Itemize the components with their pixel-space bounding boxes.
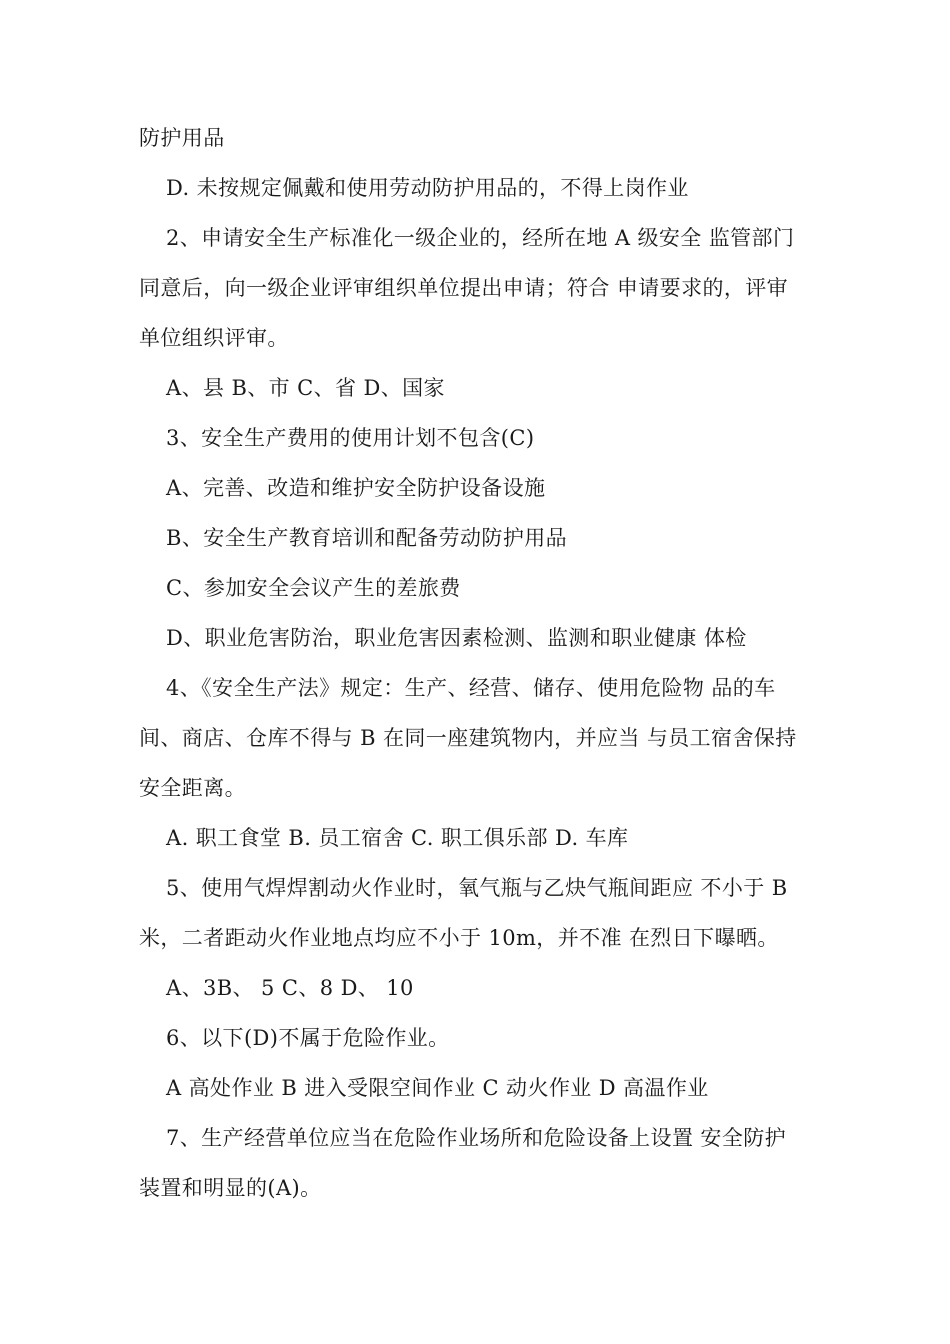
question-3-option-d: D、职业危害防治，职业危害因素检测、监测和职业健康 体检: [166, 626, 747, 650]
question-4-line-1: 4、《安全生产法》规定：生产、经营、储存、使用危险物 品的车: [166, 676, 776, 700]
question-3-option-b: B、安全生产教育培训和配备劳动防护用品: [166, 526, 568, 550]
question-4-line-2: 间、商店、仓库不得与 B 在同一座建筑物内，并应当 与员工宿舍保持: [139, 726, 797, 750]
text-line-1: 防护用品: [139, 126, 225, 150]
question-6-options: A 高处作业 B 进入受限空间作业 C 动火作业 D 高温作业: [166, 1076, 709, 1100]
question-2-line-2: 同意后，向一级企业评审组织单位提出申请；符合 申请要求的，评审: [139, 276, 789, 300]
question-2-line-3: 单位组织评审。: [139, 326, 289, 350]
question-3-option-c: C、参加安全会议产生的差旅费: [166, 576, 461, 600]
question-7-line-2: 装置和明显的(A)。: [139, 1176, 322, 1200]
question-5-line-1: 5、使用气焊焊割动火作业时，氧气瓶与乙炔气瓶间距应 不小于 B: [166, 876, 788, 900]
text-line-2: D. 未按规定佩戴和使用劳动防护用品的，不得上岗作业: [166, 176, 689, 200]
question-5-options: A、3B、 5 C、8 D、 10: [166, 976, 414, 1000]
question-6: 6、以下(D)不属于危险作业。: [166, 1026, 450, 1050]
question-7-line-1: 7、生产经营单位应当在危险作业场所和危险设备上设置 安全防护: [166, 1126, 787, 1150]
question-2-line-1: 2、申请安全生产标准化一级企业的，经所在地 A 级安全 监管部门: [166, 226, 795, 250]
question-2-options: A、县 B、市 C、省 D、国家: [166, 376, 445, 400]
question-4-line-3: 安全距离。: [139, 776, 246, 800]
question-3-option-a: A、完善、改造和维护安全防护设备设施: [166, 476, 546, 500]
question-3: 3、安全生产费用的使用计划不包含(C): [166, 426, 535, 450]
question-5-line-2: 米，二者距动火作业地点均应不小于 10m，并不准 在烈日下曝晒。: [139, 926, 779, 950]
question-4-options: A. 职工食堂 B. 员工宿舍 C. 职工俱乐部 D. 车库: [166, 826, 629, 850]
